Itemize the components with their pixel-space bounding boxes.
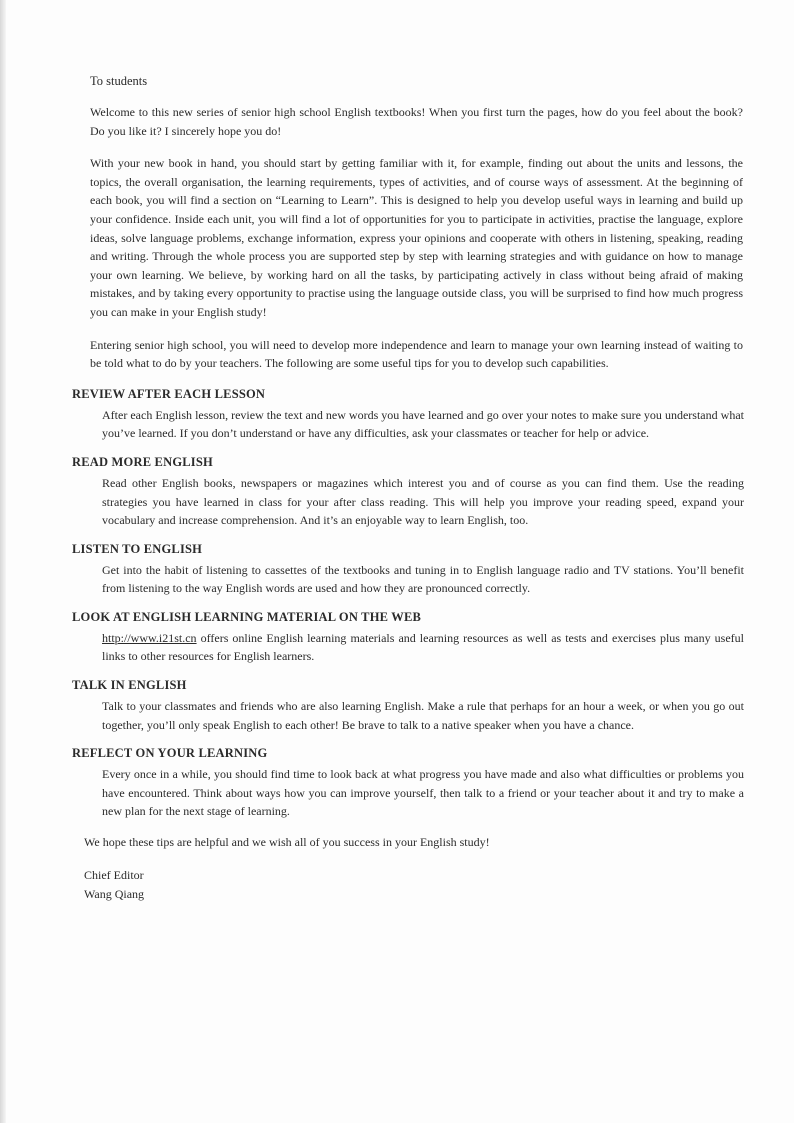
section-heading: LISTEN TO ENGLISH (72, 541, 203, 556)
section-body: After each English lesson, review the text and new words you have learned and go over your notes to make sure you understand what you’ve learned. If you don’t understand or have any difficulties, ask your classmates or teacher for help or advice. (102, 407, 744, 441)
section-review (72, 387, 744, 443)
scan-edge-shadow (0, 0, 6, 1123)
closing-line: We hope these tips are helpful and we wish all of you success in your English study! (84, 835, 490, 850)
signature-block (84, 866, 743, 905)
section-body: Get into the habit of listening to cassettes of the textbooks and tuning in to English language radio and TV stations. You’ll benefit from listening to the way English words are used and how they are pronounced correctly. (102, 562, 744, 596)
section-reflect (72, 746, 744, 821)
section-heading: TALK IN ENGLISH (72, 678, 187, 693)
section-read (72, 455, 744, 530)
section-talk (72, 678, 744, 734)
website-link[interactable]: http://www.i21st.cn (102, 630, 197, 645)
section-heading: REFLECT ON YOUR LEARNING (72, 746, 268, 761)
section-body: Read other English books, newspapers or magazines which interest you and of course as you can find them. Use the reading strategies you have learned in class for your after class reading. This will help you improve your reading speed, expand your vocabulary and increase comprehension. And it’s an enjoyable way to learn English, too. (102, 475, 744, 528)
section-heading: LOOK AT ENGLISH LEARNING MATERIAL ON THE WEB (72, 609, 422, 624)
section-body: Talk to your classmates and friends who are also learning English. Make a rule that perhaps for an hour a week, or when you go out together, you’ll only speak English to each other! Be brave to talk to a native speaker when you have a chance. (102, 699, 744, 732)
section-body-text: offers online English learning materials and learning resources as well as tests and exercises plus many useful links to other resources for English learners. (102, 630, 744, 664)
section-listen (72, 542, 744, 598)
section-body (102, 629, 744, 666)
section-heading: REVIEW AFTER EACH LESSON (72, 386, 266, 401)
section-body: Every once in a while, you should find time to look back at what progress you have made and also what difficulties or problems you have encountered. Think about ways how you can improve yourself, then talk to a friend or your teacher about it and try to make a new plan for the next stage of learning. (102, 767, 744, 819)
tips-intro-paragraph: Entering senior high school, you will need to develop more independence and learn to manage your own learning instead of waiting to be told what to do by your teachers. The following are some useful tips for you to develop such capabilities. (90, 337, 743, 371)
letter-content (72, 74, 744, 905)
section-web (72, 610, 744, 666)
intro-paragraph: Welcome to this new series of senior high school English textbooks! When you first turn the pages, how do you feel about the book? Do you like it? I sincerely hope you do! (90, 105, 743, 138)
signature-title: Chief Editor (84, 867, 144, 882)
section-heading: READ MORE ENGLISH (72, 454, 213, 469)
body-paragraph: With your new book in hand, you should start by getting familiar with it, for example, finding out about the units and lessons, the topics, the overall organisation, the learning requirements, types of activities, and of course ways of assessment. At the beginning of each book, you will find a section on “Learning to Learn”. This is designed to help you develop useful ways in learning and build up your confidence. Inside each unit, you will find a lot of opportunities for you to participate in activities, practise the language, explore ideas, solve language problems, exchange information, express your opinions and cooperate with others in listening, speaking, reading and writing. Through the whole process you are supported step by step with learning strategies and with guidance on how to manage your own learning. We believe, by working hard on all the tasks, by participating actively in class without being afraid of making mistakes, and by taking every opportunity to practise using the language outside class, you will be surprised to find how much progress you can make in your English study! (90, 156, 743, 319)
greeting: To students (90, 74, 148, 88)
signature-name: Wang Qiang (84, 887, 145, 902)
